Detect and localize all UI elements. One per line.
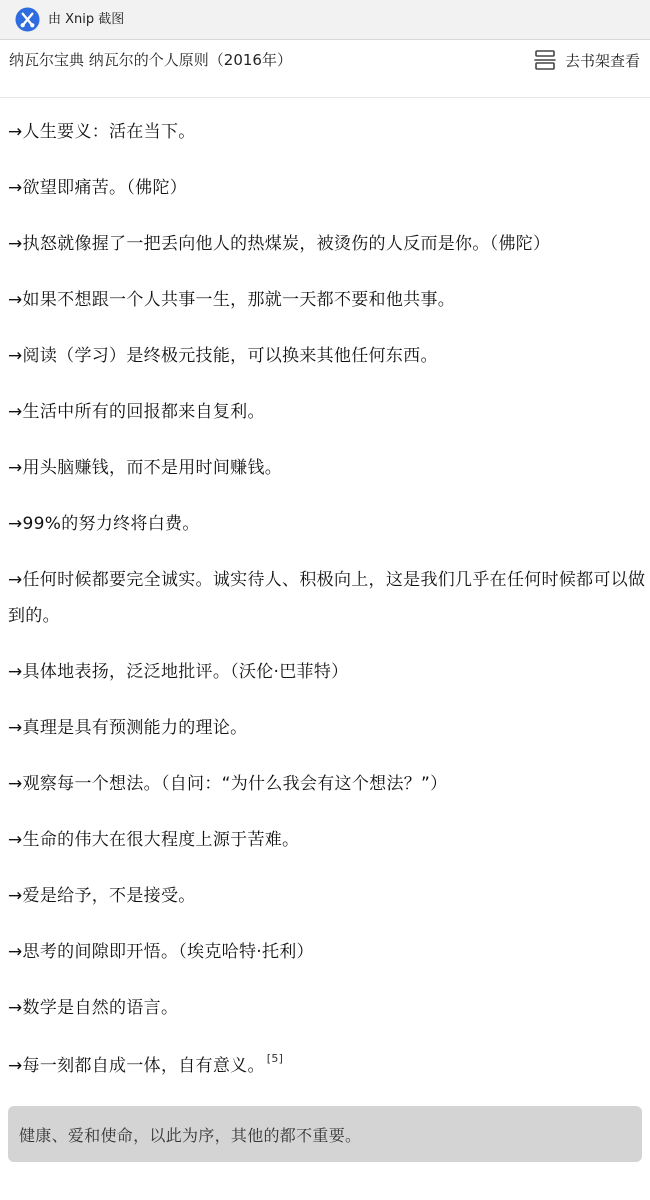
quote-item: →具体地表扬，泛泛地批评。（沃伦·巴菲特） [8, 662, 349, 682]
highlighted-note[interactable] [8, 1106, 642, 1162]
book-chapter-title: 纳瓦尔宝典 纳瓦尔的个人原则（2016年） [9, 51, 292, 69]
quote-item: →欲望即痛苦。（佛陀） [8, 178, 188, 198]
highlighted-note-text: 健康、爱和使命，以此为序，其他的都不重要。 [19, 1125, 362, 1145]
quote-item-with-footnote [8, 1048, 648, 1084]
quote-text: →每一刻都自成一体，自有意义。 [8, 1056, 265, 1076]
quote-item: →人生要义：活在当下。 [8, 122, 196, 142]
go-to-bookshelf-button[interactable] [533, 48, 640, 72]
quote-item: →生活中所有的回报都来自复利。 [8, 402, 265, 422]
footnote-link[interactable]: [5] [266, 1052, 284, 1065]
quote-item: →思考的间隙即开悟。（埃克哈特·托利） [8, 942, 314, 962]
bookshelf-icon [533, 49, 557, 71]
quote-item: →用头脑赚钱，而不是用时间赚钱。 [8, 458, 283, 478]
xnip-label: 由 Xnip 截图 [48, 12, 125, 27]
reader-header [0, 40, 650, 98]
quote-item: →如果不想跟一个人共事一生，那就一天都不要和他共事。 [8, 290, 456, 310]
quote-item: →数学是自然的语言。 [8, 998, 179, 1018]
quote-item: →执怒就像握了一把丢向他人的热煤炭，被烫伤的人反而是你。（佛陀） [8, 234, 551, 254]
quote-item: →真理是具有预测能力的理论。 [8, 718, 248, 738]
quote-item: →生命的伟大在很大程度上源于苦难。 [8, 830, 300, 850]
xnip-capture-bar [0, 0, 650, 40]
xnip-scissors-icon [15, 7, 40, 32]
quote-item: →99%的努力终将白费。 [8, 514, 200, 534]
quote-item: →阅读（学习）是终极元技能，可以换来其他任何东西。 [8, 346, 438, 366]
quote-item: →爱是给予，不是接受。 [8, 886, 196, 906]
quote-item: →任何时候都要完全诚实。诚实待人、积极向上，这是我们几乎在任何时候都可以做到的。 [8, 570, 646, 626]
go-to-bookshelf-label: 去书架查看 [564, 51, 640, 70]
quote-item: →观察每一个想法。（自问：“为什么我会有这个想法？”） [8, 774, 448, 794]
